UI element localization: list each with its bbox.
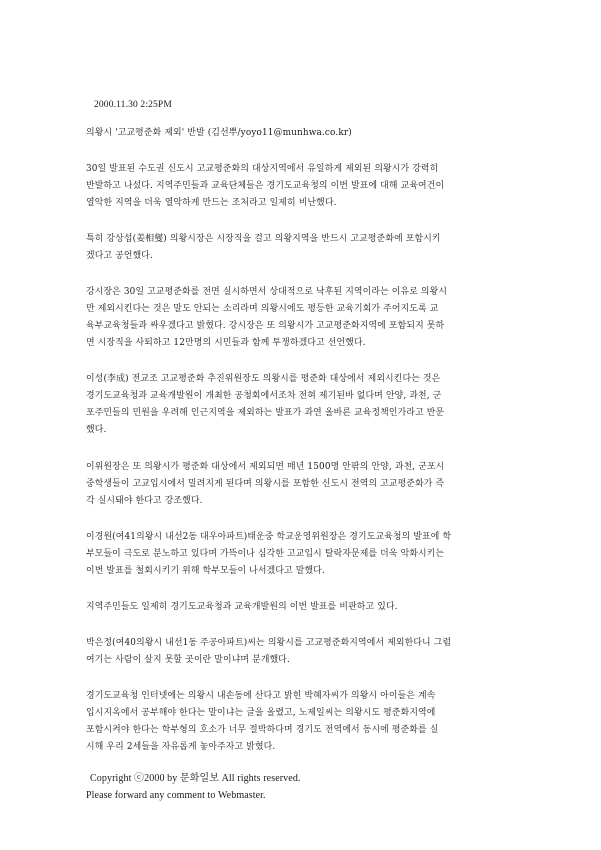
article-byline: 의왕시 '고교평준화 제외' 반발 (김선뿌/yoyo11@munhwa.co.kr) (86, 128, 352, 138)
paragraph-line: 30일 발표된 수도권 신도시 고교평준화의 대상지역에서 유일하게 제외된 의왕시가 강력히 (86, 164, 439, 174)
paragraph-line: 입시지옥에서 공부해야 한다는 말이냐는 글을 올렸고, 노제일씨는 의왕시도 평준화지역에 (86, 708, 436, 718)
timestamp: 2000.11.30 2:25PM (94, 100, 172, 110)
webmaster-note: Please forward any comment to Webmaster. (86, 790, 266, 801)
paragraph-line: 만 제외시킨다는 것은 말도 안되는 소리라며 의왕시에도 평등한 교육기회가 주어지도록 교 (86, 304, 439, 314)
paragraph-line: 여기는 사람이 살지 못할 곳이란 말이냐며 분개했다. (86, 655, 290, 665)
paragraph-line: 박은정(여40의왕시 내선1동 주공아파트)씨는 의왕시를 고교평준화지역에서 제외한다니 그럼 (86, 638, 452, 648)
paragraph-line: 중학생들이 고교입시에서 밀려지게 된다며 의왕시를 포함한 신도시 전역의 고교평준화가 즉 (86, 479, 445, 489)
paragraph-line: 이성(李成) 전교조 고교평준화 추진위원장도 의왕시를 평준화 대상에서 제외시킨다는 것은 (86, 374, 441, 384)
paragraph-line: 부모들이 극도로 분노하고 있다며 가뜩이나 심각한 고교입시 탈락자문제를 더욱 악화시키는 (86, 549, 445, 559)
copyright-notice: Copyright ⓒ2000 by 문화일보 All rights reserved. (90, 773, 301, 784)
paragraph-line: 육부교육청들과 싸우겠다고 밝혔다. 강시장은 또 의왕시가 고교평준화지역에 포함되지 못하 (86, 321, 445, 331)
paragraph-line: 경기도교육청 인터넷에는 의왕시 내손동에 산다고 밝힌 박혜자씨가 의왕시 아이들은 계속 (86, 691, 436, 701)
paragraph-line: 강시장은 30일 고교평준화를 전면 실시하면서 상대적으로 낙후된 지역이라는 이유로 의왕시 (86, 287, 448, 297)
paragraph-line: 포함시켜야 한다는 학부형의 호소가 너무 절박하다며 경기도 전역에서 동시에 평준화를 실 (86, 725, 439, 735)
paragraph-line: 했다. (86, 425, 107, 435)
paragraph-line: 시해 우리 2세들을 자유롭게 놓아주자고 밝혔다. (86, 742, 276, 752)
paragraph-line: 이경원(여41의왕시 내선2동 대우아파트)태운중 학교운영위원장은 경기도교육청의 발표에 학 (86, 532, 452, 542)
paragraph-line: 포주민들의 민원을 우려해 인근지역을 제외하는 발표가 과연 올바른 교육정책인가라고 반문 (86, 408, 445, 418)
paragraph-line: 겠다고 공언했다. (86, 251, 154, 261)
paragraph-line: 특히 강상섭(姜相燮) 의왕시장은 시장직을 걸고 의왕지역을 반드시 고교평준화에 포함시키 (86, 234, 441, 244)
paragraph-line: 이번 발표를 철회시키기 위해 학부모들이 나서겠다고 말했다. (86, 566, 325, 576)
paragraph-line: 반발하고 나섰다. 지역주민들과 교육단체들은 경기도교육청의 이번 발표에 대해 교육여건이 (86, 181, 445, 191)
paragraph-line: 각 실시돼야 한다고 강조했다. (86, 496, 203, 506)
paragraph-line: 열악한 지역을 더욱 열악하게 만드는 조처라고 일제히 비난했다. (86, 198, 337, 208)
paragraph-line: 경기도교육청과 교육개발원이 개최한 공청회에서조차 전혀 제기된바 없다며 안양, 과천, 군 (86, 391, 442, 401)
paragraph-line: 이위원장은 또 의왕시가 평준화 대상에서 제외되면 매년 1500명 안팎의 안양, 과천, 군포시 (86, 462, 445, 472)
paragraph-line: 지역주민들도 일제히 경기도교육청과 교육개발원의 이번 발표를 비판하고 있다. (86, 602, 398, 612)
paragraph-line: 면 시장직을 사퇴하고 12만명의 시민들과 함께 투쟁하겠다고 선언했다. (86, 338, 366, 348)
